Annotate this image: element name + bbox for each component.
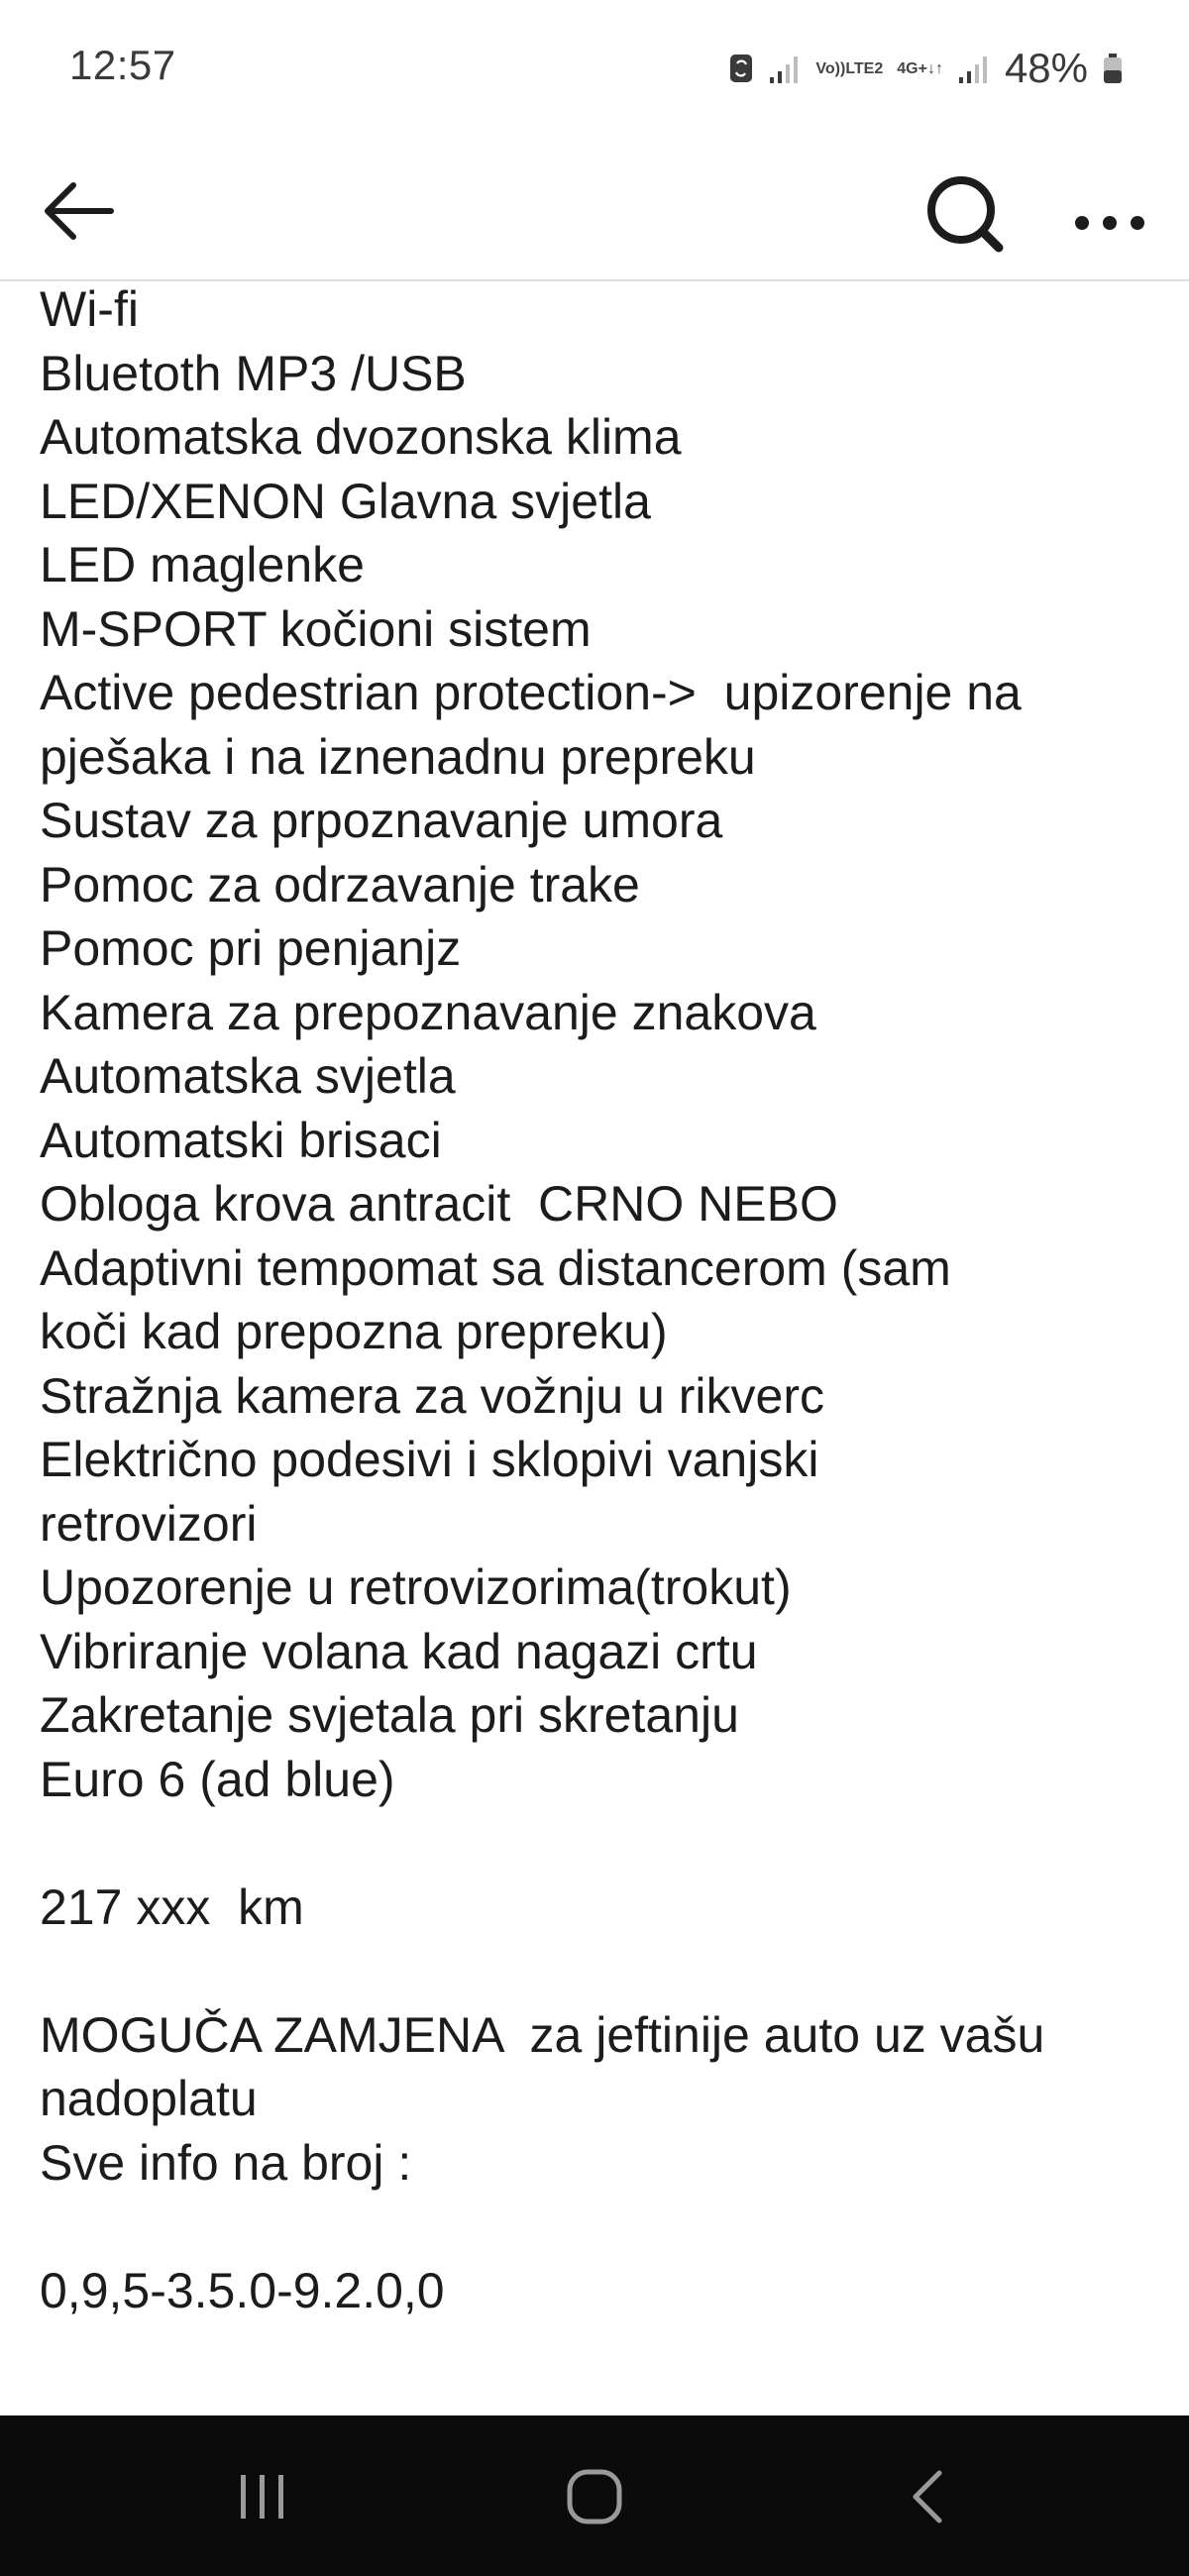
volte-label: Vo)) (815, 59, 846, 77)
post-line: Euro 6 (ad blue) (40, 1751, 395, 1807)
signal-icon-sim2 (957, 52, 991, 85)
post-line: Zakretanje svjetala pri skretanju (40, 1687, 739, 1743)
post-line: Wi-fi (40, 281, 139, 337)
search-button[interactable] (914, 162, 1013, 262)
sync-icon (728, 52, 754, 85)
post-blank-line (40, 1939, 1159, 2003)
post-line: retrovizori (40, 1495, 258, 1552)
post-line: Automatska dvozonska klima (40, 409, 682, 465)
post-line: LED maglenke (40, 537, 365, 592)
post-blank-line (40, 1811, 1159, 1876)
system-nav-bar (0, 2415, 1189, 2576)
nav-back-icon (900, 2467, 959, 2526)
app-bar (0, 139, 1189, 281)
nav-back-button[interactable] (880, 2455, 979, 2538)
back-button[interactable] (34, 166, 123, 256)
lte-label: LTE2 (845, 59, 884, 77)
more-horizontal-icon (1065, 168, 1154, 258)
post-line: Automatska svjetla (40, 1048, 456, 1104)
home-icon (565, 2467, 624, 2526)
post-line: Upozorenje u retrovizorima(trokut) (40, 1559, 792, 1615)
post-line-phone: 0,9,5-3.5.0-9.2.0,0 (40, 2262, 445, 2318)
battery-icon (1102, 52, 1124, 85)
post-line: Automatski brisaci (40, 1112, 442, 1168)
post-line: koči kad prepozna prepreku) (40, 1304, 668, 1359)
post-line: Sustav za prpoznavanje umora (40, 793, 723, 848)
arrow-left-icon (34, 166, 123, 256)
status-icons (728, 44, 1124, 93)
post-line: LED/XENON Glavna svjetla (40, 473, 651, 529)
status-time: 12:57 (69, 42, 176, 88)
post-line: Bluetoth MP3 /USB (40, 345, 467, 401)
search-icon (914, 162, 1013, 262)
data-transfer-icon (897, 60, 943, 77)
post-line: Active pedestrian protection-> upizorenje na (40, 665, 1022, 720)
post-line: Sve info na broj : (40, 2134, 412, 2191)
post-line: pješaka i na iznenadnu prepreku (40, 728, 756, 785)
post-text (40, 277, 1159, 2322)
post-line: Stražnja kamera za vožnju u rikverc (40, 1367, 824, 1424)
post-line: Obloga krova antracit CRNO NEBO (40, 1176, 838, 1232)
battery-percent: 48% (1004, 45, 1088, 91)
post-blank-line (40, 2195, 1159, 2259)
post-line-mileage: 217 xxx km (40, 1878, 304, 1935)
data-label: 4G+ (897, 59, 927, 77)
post-line: M-SPORT kočioni sistem (40, 600, 592, 657)
recent-apps-button[interactable] (213, 2455, 312, 2538)
status-bar (0, 0, 1189, 139)
post-line: Kamera za prepoznavanje znakova (40, 984, 816, 1040)
more-options-button[interactable] (1065, 168, 1154, 258)
signal-icon-sim1 (768, 52, 802, 85)
post-line: Vibriranje volana kad nagazi crtu (40, 1623, 758, 1679)
home-button[interactable] (545, 2455, 644, 2538)
post-line: Adaptivni tempomat sa distancerom (sam (40, 1239, 951, 1296)
post-line: Električno podesivi i sklopivi vanjski (40, 1432, 819, 1487)
arrows-glyph: ↓↑ (926, 59, 943, 77)
post-line: Pomoc za odrzavanje trake (40, 856, 640, 912)
post-line: Pomoc pri penjanjz (40, 920, 462, 976)
recent-apps-icon (233, 2467, 292, 2526)
post-line: MOGUČA ZAMJENA za jeftinije auto uz vašu (40, 2006, 1045, 2063)
volte-lte-icon (815, 60, 883, 77)
post-line: nadoplatu (40, 2071, 258, 2126)
